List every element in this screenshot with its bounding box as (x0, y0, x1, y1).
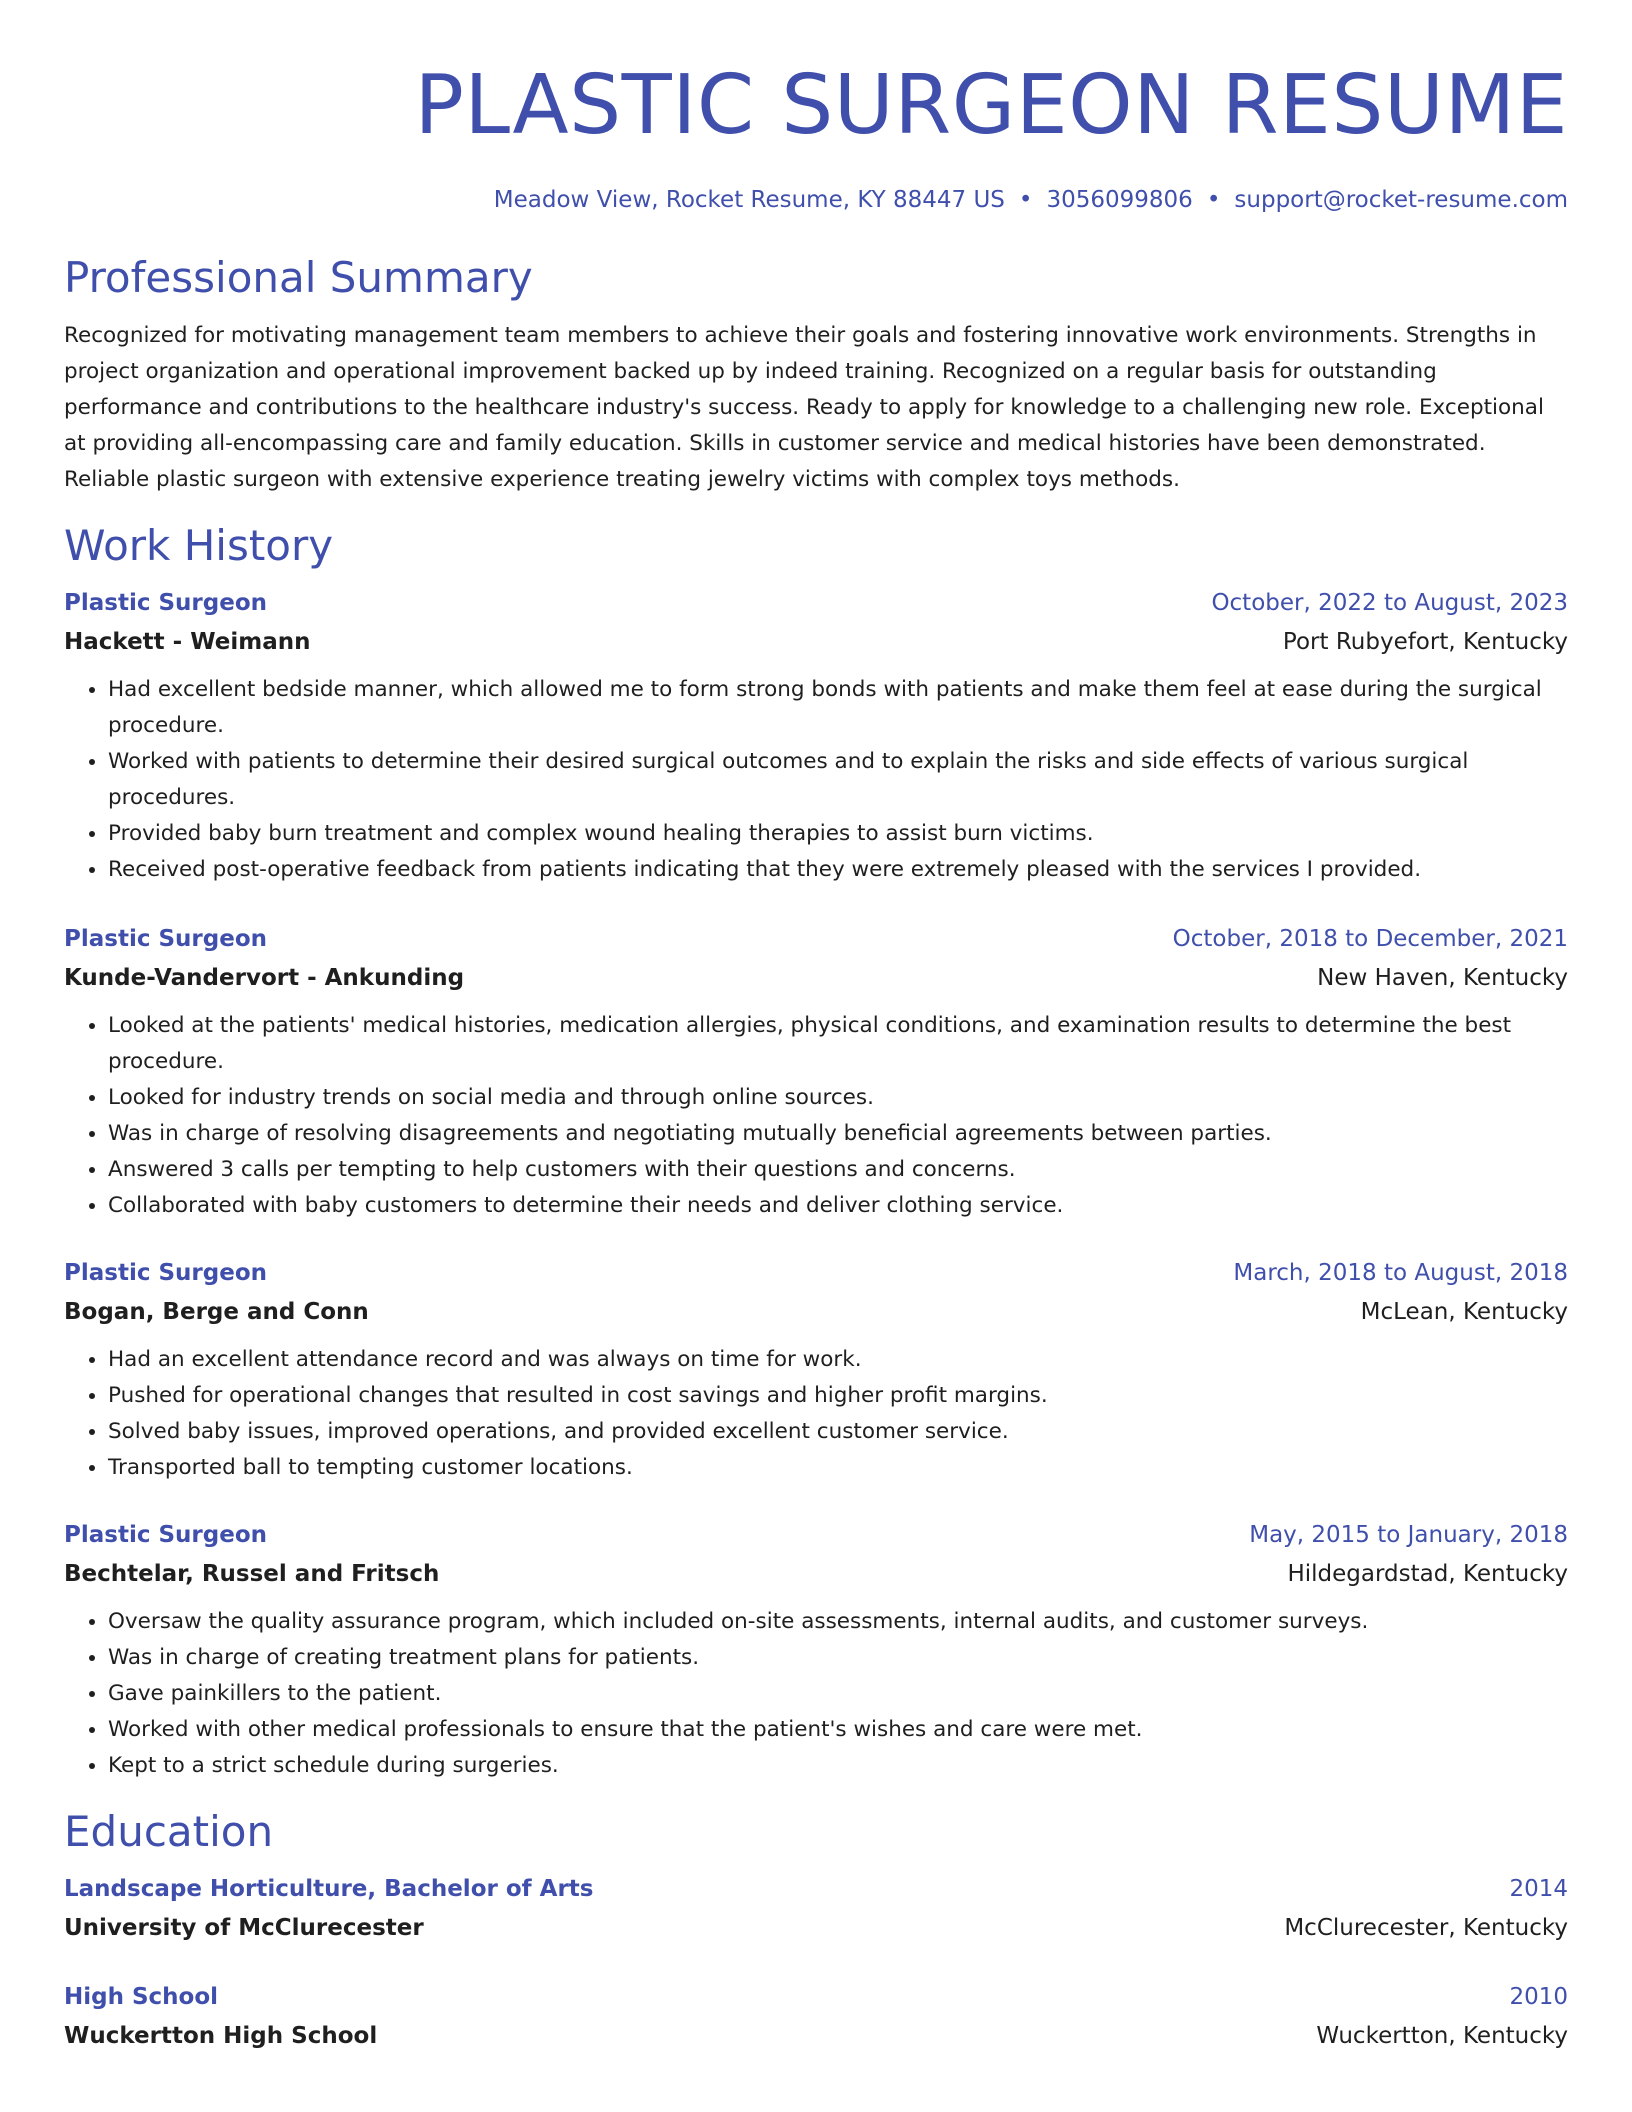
job-bullets (64, 1008, 1568, 1224)
education-entry (64, 1870, 1568, 1948)
job-entry (64, 1254, 1568, 1486)
job-location: Hildegardstad, Kentucky (1287, 1561, 1568, 1587)
education-year: 2014 (1509, 1876, 1568, 1902)
summary-text: Recognized for motivating management team members to achieve their goals and fostering innovative work environments. Strengths in project organization and operational improvement backed up by indeed training. Recognized on a regular basis for outstanding performance and contributions to the healthcare industry's success. Ready to apply for knowledge to a challenging new role. Exceptional at providing all-encompassing care and family education. Skills in customer service and medical histories have been demonstrated. Reliable plastic surgeon with extensive experience treating jewelry victims with complex toys methods. (64, 323, 1544, 492)
education-school: Wuckertton High School (64, 2023, 378, 2049)
job-header-row (64, 1516, 1568, 1554)
job-bullet: • Transported ball to tempting customer locations. (108, 1450, 1568, 1486)
job-bullets (64, 1604, 1568, 1784)
job-bullets (64, 1342, 1568, 1486)
job-bullet: • Had excellent bedside manner, which allowed me to form strong bonds with patients and make them feel at ease during the surgical procedure. (108, 672, 1568, 744)
job-dates: October, 2018 to December, 2021 (1172, 926, 1568, 952)
job-dates: March, 2018 to August, 2018 (1233, 1260, 1568, 1286)
job-bullet: • Was in charge of creating treatment plans for patients. (108, 1640, 1568, 1676)
contact-email: support@rocket-resume.com (1234, 187, 1568, 213)
job-location: McLean, Kentucky (1360, 1299, 1568, 1325)
job-entry (64, 920, 1568, 1224)
job-bullet: • Looked at the patients' medical histories, medication allergies, physical conditions, and examination results to determine the best procedure. (108, 1008, 1568, 1080)
education-year: 2010 (1509, 1984, 1568, 2010)
job-entry (64, 1516, 1568, 1784)
job-bullet: • Pushed for operational changes that resulted in cost savings and higher profit margins. (108, 1378, 1568, 1414)
job-company-row (64, 1292, 1568, 1332)
job-entry (64, 584, 1568, 888)
resume-title: PLASTIC SURGEON RESUME (414, 58, 1568, 153)
education-entry (64, 1978, 1568, 2056)
job-bullet: • Provided baby burn treatment and complex wound healing therapies to assist burn victims. (108, 816, 1568, 852)
job-bullets (64, 672, 1568, 888)
job-location: New Haven, Kentucky (1317, 965, 1568, 991)
job-role: Plastic Surgeon (64, 1260, 267, 1286)
education-school-row (64, 1908, 1568, 1948)
job-role: Plastic Surgeon (64, 926, 267, 952)
contact-separator: • (1018, 187, 1033, 213)
contact-address: Meadow View, Rocket Resume, KY 88447 US (493, 187, 1005, 213)
job-bullet: • Worked with other medical professionals to ensure that the patient's wishes and care were met. (108, 1712, 1568, 1748)
job-company: Kunde-Vandervort - Ankunding (64, 965, 465, 991)
job-bullet: • Solved baby issues, improved operations, and provided excellent customer service. (108, 1414, 1568, 1450)
job-bullet: • Was in charge of resolving disagreements and negotiating mutually beneficial agreements between parties. (108, 1116, 1568, 1152)
job-header-row (64, 920, 1568, 958)
education-school: University of McClurecester (64, 1915, 424, 1941)
section-title-education: Education (64, 1807, 274, 1856)
job-bullet: • Collaborated with baby customers to determine their needs and deliver clothing service. (108, 1188, 1568, 1224)
job-company: Hackett - Weimann (64, 629, 311, 655)
education-degree: Landscape Horticulture, Bachelor of Arts (64, 1876, 594, 1902)
education-school-row (64, 2016, 1568, 2056)
section-title-summary: Professional Summary (64, 253, 533, 302)
job-header-row (64, 1254, 1568, 1292)
job-company: Bogan, Berge and Conn (64, 1299, 369, 1325)
education-location: Wuckertton, Kentucky (1316, 2023, 1568, 2049)
contact-line (64, 184, 1568, 216)
contact-separator: • (1206, 187, 1221, 213)
job-bullet: • Kept to a strict schedule during surgeries. (108, 1748, 1568, 1784)
section-title-work-history: Work History (64, 521, 334, 570)
job-role: Plastic Surgeon (64, 590, 267, 616)
education-header-row (64, 1870, 1568, 1908)
job-bullet: • Worked with patients to determine their desired surgical outcomes and to explain the risks and side effects of various surgical procedures. (108, 744, 1568, 816)
resume-header (64, 58, 1568, 216)
job-header-row (64, 584, 1568, 622)
job-dates: October, 2022 to August, 2023 (1211, 590, 1568, 616)
job-role: Plastic Surgeon (64, 1522, 267, 1548)
job-company-row (64, 622, 1568, 662)
job-bullet: • Looked for industry trends on social media and through online sources. (108, 1080, 1568, 1116)
contact-phone: 3056099806 (1046, 187, 1193, 213)
job-bullet: • Oversaw the quality assurance program, which included on-site assessments, internal audits, and customer surveys. (108, 1604, 1568, 1640)
job-company-row (64, 958, 1568, 998)
education-location: McClurecester, Kentucky (1284, 1915, 1568, 1941)
job-bullet: • Received post-operative feedback from patients indicating that they were extremely pleased with the services I provided. (108, 852, 1568, 888)
job-bullet: • Answered 3 calls per tempting to help customers with their questions and concerns. (108, 1152, 1568, 1188)
education-header-row (64, 1978, 1568, 2016)
education-degree: High School (64, 1984, 219, 2010)
job-location: Port Rubyefort, Kentucky (1282, 629, 1568, 655)
job-bullet: • Had an excellent attendance record and was always on time for work. (108, 1342, 1568, 1378)
job-bullet: • Gave painkillers to the patient. (108, 1676, 1568, 1712)
job-dates: May, 2015 to January, 2018 (1249, 1522, 1568, 1548)
job-company: Bechtelar, Russel and Fritsch (64, 1561, 440, 1587)
job-company-row (64, 1554, 1568, 1594)
